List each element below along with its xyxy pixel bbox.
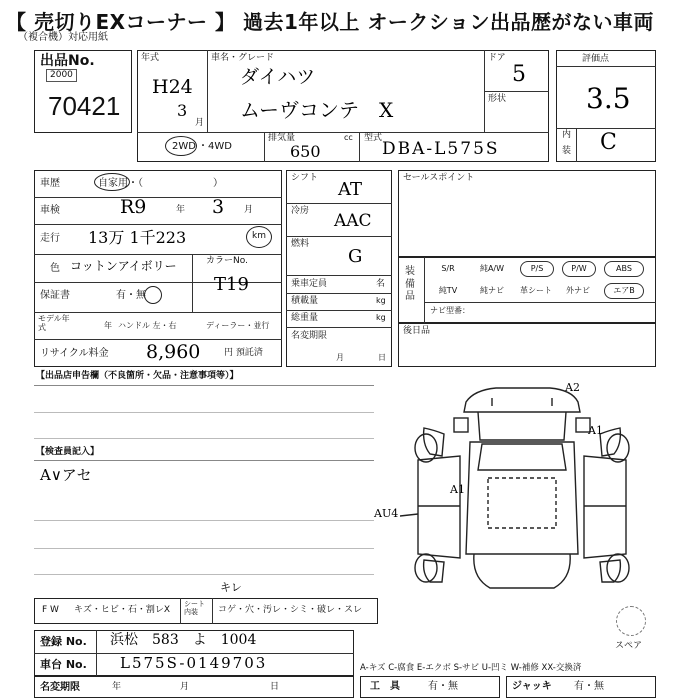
gross-unit: kg <box>376 313 386 322</box>
name-label: 車名・グレード <box>211 53 275 63</box>
equip-alloy: 純A/W <box>479 264 505 273</box>
load-unit: kg <box>376 296 386 305</box>
drive-4wd: ・4WD <box>198 141 232 152</box>
reg-label: 登録 No. <box>40 635 87 648</box>
jack-value: 有・無 <box>574 681 604 692</box>
name-change-month: 月 <box>336 353 344 362</box>
recycle-unit: 円 預託済 <box>224 348 263 358</box>
expiry-day: 日 <box>270 682 280 692</box>
model-year-label: モデル年式 <box>38 314 70 332</box>
lot-number: 70421 <box>48 91 121 121</box>
score-label: 評価点 <box>582 54 610 64</box>
expiry-label: 名変期限 <box>40 682 80 693</box>
displacement-label: 排気量 <box>268 133 296 143</box>
equip-abs: ABS <box>604 261 644 277</box>
equip-ext-navi: 外ナビ <box>566 286 590 295</box>
equip-tv: 純TV <box>438 286 458 295</box>
equip-pw: P/W <box>562 261 596 277</box>
tools-label: 工 具 <box>370 681 400 692</box>
equip-airbag: エアB <box>604 283 644 299</box>
door-label: ドア <box>488 53 506 63</box>
sales-box <box>398 170 656 257</box>
ac-label: 冷房 <box>291 206 310 216</box>
jack-label: ジャッキ <box>512 681 552 692</box>
ac-value: AAC <box>334 211 372 231</box>
interior-label-1: 内 <box>562 130 572 140</box>
fuel-value: G <box>348 246 363 267</box>
maker-value: ダイハツ <box>240 66 316 88</box>
handle-label: ハンドル 左・右 <box>118 321 177 330</box>
seat-items: コゲ・穴・汚レ・シミ・破レ・スレ <box>218 605 363 615</box>
warranty-value: 有・無 <box>116 290 146 301</box>
fuel-label: 燃料 <box>291 239 310 249</box>
history-circle <box>94 173 130 191</box>
shift-value: AT <box>338 179 363 200</box>
inspection-year: R9 <box>120 196 147 218</box>
chassis-label: 車台 No. <box>40 658 87 671</box>
equip-sr: S/R <box>441 264 455 273</box>
history-value: 自家用・（ ） <box>98 178 223 189</box>
recycle-value: 8,960 <box>146 341 201 363</box>
equip-leather: 革シート <box>520 286 552 295</box>
mark-side: A1 <box>450 483 465 496</box>
shape-label: 形状 <box>488 94 507 104</box>
capacity-unit: 名 <box>376 279 386 289</box>
mileage-unit: km <box>252 231 266 241</box>
inspection-month-unit: 月 <box>244 205 254 215</box>
dealer-label: ディーラー・並行 <box>206 321 270 330</box>
drive-circle <box>165 136 197 156</box>
mileage-value: 13万 1千223 <box>88 228 187 247</box>
interior-label-2: 装 <box>562 146 572 156</box>
color-no-value: T19 <box>214 274 249 295</box>
month-value: 3 <box>177 101 188 120</box>
year-value: H24 <box>152 76 193 98</box>
mileage-label: 走行 <box>40 233 60 244</box>
color-label: 色 <box>50 263 60 274</box>
car-diagram <box>400 378 700 600</box>
tools-value: 有・無 <box>428 681 458 692</box>
damage-legend: A-キズ C-腐食 E-エクボ S-サビ U-凹ミ W-補修 XX-交換済 <box>360 663 582 673</box>
year-stamp: 2000 <box>46 69 77 82</box>
month-unit: 月 <box>195 118 205 128</box>
later-box <box>398 323 656 367</box>
mark-left: AU4 <box>374 507 399 520</box>
interior-value: C <box>600 130 617 155</box>
score-value: 3.5 <box>586 82 631 115</box>
inspection-label: 車検 <box>40 205 60 216</box>
mileage-circle <box>246 226 272 248</box>
warranty-label: 保証書 <box>40 290 70 301</box>
sales-label: セールスポイント <box>403 173 475 183</box>
inspection-year-unit: 年 <box>176 205 186 215</box>
displacement-unit: cc <box>344 133 353 142</box>
door-value: 5 <box>512 62 526 87</box>
name-change-day: 日 <box>378 353 386 362</box>
expiry-month: 月 <box>180 682 190 692</box>
equip-navi: 純ナビ <box>480 286 504 295</box>
mark-top: A2 <box>565 381 580 394</box>
drive-2wd: 2WD <box>172 141 196 152</box>
gross-label: 総重量 <box>291 313 319 323</box>
type-label: 型式 <box>364 133 383 143</box>
fw-label: F W <box>42 605 59 615</box>
exhibitor-label: 【出品店申告欄（不良箇所・欠品・注意事項等）】 <box>36 371 239 381</box>
color-value: コットンアイボリー <box>70 259 177 273</box>
displacement-value: 650 <box>290 142 321 161</box>
inspection-month: 3 <box>212 196 225 218</box>
model-grade-value: ムーヴコンテ X <box>240 98 394 122</box>
history-label: 車歴 <box>40 178 60 189</box>
color-no-label: カラーNo. <box>206 256 248 266</box>
later-label: 後日品 <box>403 326 431 336</box>
equipment-label: 装備品 <box>405 266 415 302</box>
warranty-circle <box>144 286 162 304</box>
year-label: 年式 <box>141 53 160 63</box>
navi-model-label: ナビ型番： <box>430 306 470 315</box>
type-value: DBA-L575S <box>382 139 500 159</box>
spare-tire-icon <box>616 606 646 636</box>
name-change-label: 名変期限 <box>291 331 328 341</box>
form-subtitle: （複合機）対応用紙 <box>18 32 108 43</box>
expiry-year: 年 <box>112 682 122 692</box>
inspector-label: 【検査員記入】 <box>36 447 100 457</box>
fw-items: キズ・ヒビ・石・割レX <box>74 605 170 615</box>
inspector-note: A∨アセ <box>40 466 92 484</box>
shift-label: シフト <box>291 173 319 183</box>
spare-label: スペア <box>615 641 643 651</box>
equip-ps: P/S <box>520 261 554 277</box>
lot-label: 出品No. <box>40 53 95 69</box>
mark-right: A1 <box>588 424 603 437</box>
reg-value: 浜松 583 よ 1004 <box>110 632 257 648</box>
seat-label: シート内装 <box>184 600 205 616</box>
expiry-box <box>34 676 354 698</box>
recycle-label: リサイクル料金 <box>40 348 109 359</box>
page-banner: 【 売切りEXコーナー 】 過去1年以上 オークション出品歴がない車両 <box>6 10 654 34</box>
chassis-value: L575S-0149703 <box>120 654 268 672</box>
seat-note: キレ <box>220 581 242 594</box>
capacity-label: 乗車定員 <box>291 279 328 289</box>
load-label: 積載量 <box>291 296 319 306</box>
model-year-unit: 年 <box>104 321 112 330</box>
